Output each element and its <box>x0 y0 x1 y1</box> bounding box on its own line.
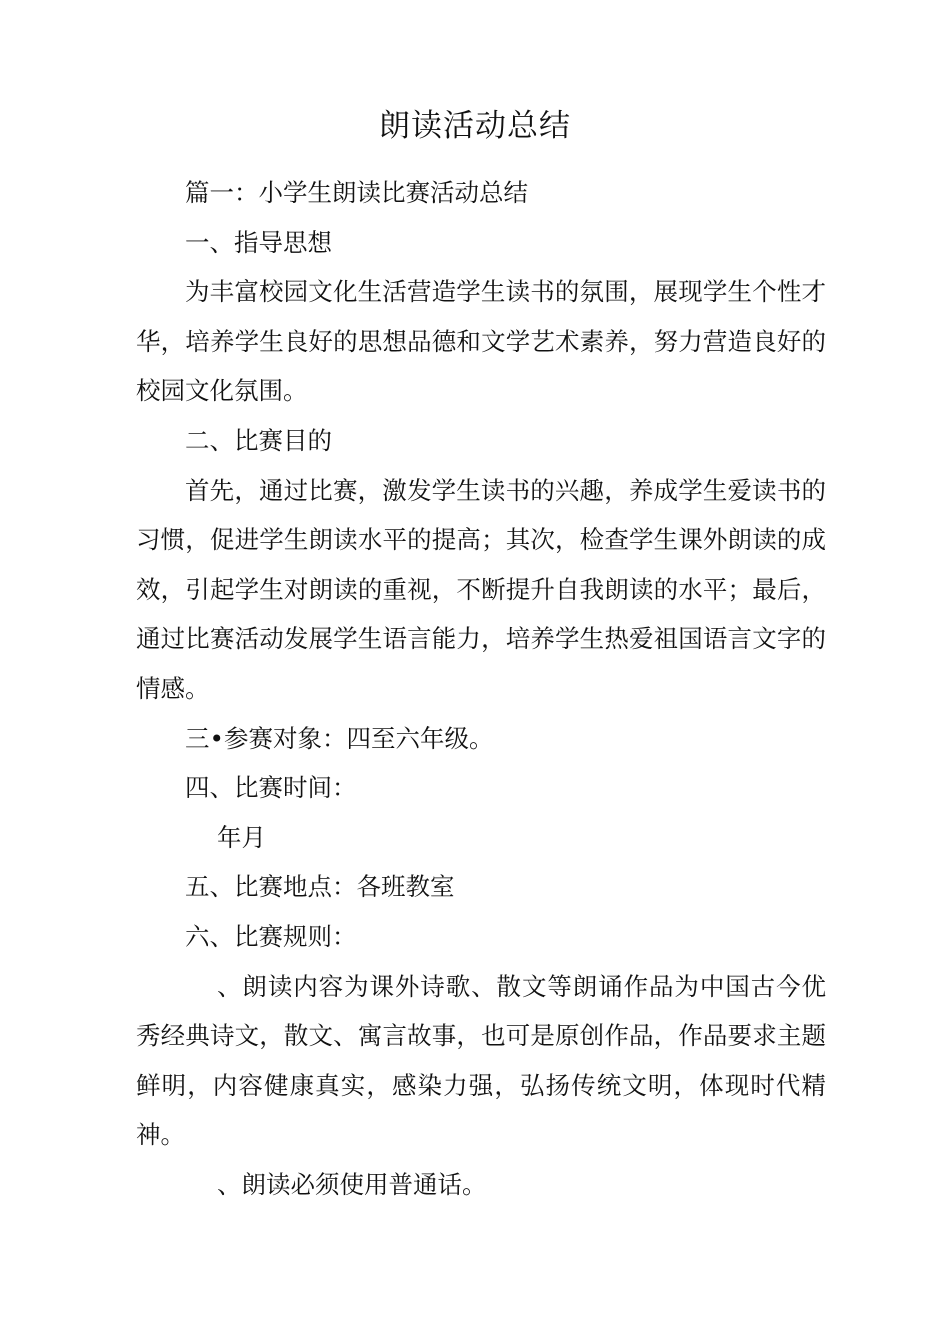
body-paragraph: 、朗读必须使用普通话。 <box>217 1169 487 1199</box>
section-heading: 二、比赛目的 <box>185 425 332 455</box>
body-paragraph: 年月 <box>217 822 266 852</box>
body-paragraph: 首先，通过比赛，激发学生读书的兴趣，养成学生爱读书的习惯，促进学生朗读水平的提高；其次，检查学生课外朗读的成效，引起学生对朗读的重视，不断提升自我朗读的水平；最后，通过比赛活动发展学生语言能力，培养学生热爱祖国语言文字的情感。 <box>136 475 826 703</box>
document-body <box>136 168 826 1209</box>
body-paragraph: 、朗读内容为课外诗歌、散文等朗诵作品为中国古今优秀经典诗文，散文、寓言故事，也可是原创作品，作品要求主题鲜明，内容健康真实，感染力强，弘扬传统文明，体现时代精神。 <box>136 971 826 1150</box>
section-heading: 六、比赛规则： <box>185 921 357 951</box>
section-heading: 四、比赛时间： <box>185 773 357 803</box>
section-heading: 五、比赛地点：各班教室 <box>185 872 455 902</box>
document-title: 朗读活动总结 <box>379 108 571 144</box>
section-heading: 一、指导思想 <box>185 227 332 257</box>
section-heading: 篇一：小学生朗读比赛活动总结 <box>185 178 528 207</box>
section-heading: 三•参赛对象：四至六年级。 <box>185 723 494 753</box>
body-paragraph: 为丰富校园文化生活营造学生读书的氛围，展现学生个性才华，培养学生良好的思想品德和文学艺术素养，努力营造良好的校园文化氛围。 <box>136 277 826 406</box>
